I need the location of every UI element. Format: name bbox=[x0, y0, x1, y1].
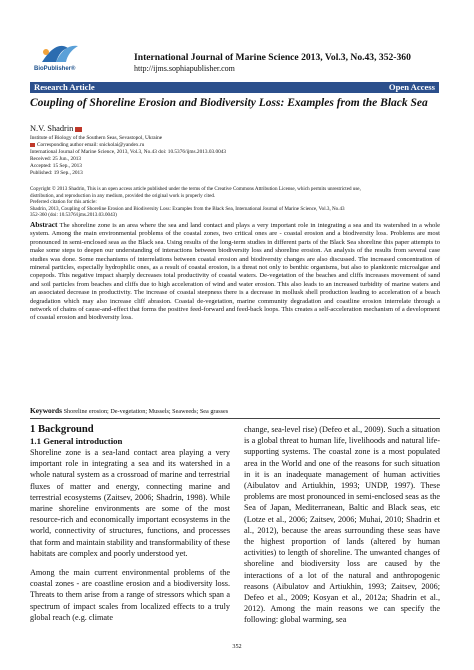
journal-url[interactable]: http://ijms.sophiapublisher.com bbox=[134, 64, 235, 73]
article-type-bar bbox=[30, 82, 439, 93]
copyright-line: distribution, and reproduction in any medium, provided the original work is properly cited. bbox=[30, 192, 216, 199]
affiliation: Institute of Biology of the Southern Seas, Sevastopol, Ukraine bbox=[30, 135, 163, 141]
accepted-date: Accepted: 15 Sep., 2013 bbox=[30, 163, 82, 169]
left-column bbox=[30, 424, 230, 623]
abstract bbox=[30, 221, 440, 323]
keywords bbox=[30, 406, 440, 415]
open-access-label: Open Access bbox=[388, 82, 435, 92]
paragraph: Among the main current environmental problems of the coastal zones - are coastline erosion and a biodiversity loss. Threats to them arise from a range of stressors which span a spectrum of impact scales from localized effects to a truly global reach (e.g. climate bbox=[30, 568, 230, 622]
article-title: Coupling of Shoreline Erosion and Biodiversity Loss: Examples from the Black Sea bbox=[30, 97, 428, 109]
email-icon bbox=[30, 143, 35, 147]
abstract-label: Abstract bbox=[30, 220, 58, 229]
preferred-citation: Shadrin, 2013, Coupling of Shoreline Erosion and Biodiversity Loss: Examples from the Black Sea, International Journal of Marine Science, Vol.3, No.43 bbox=[30, 205, 345, 212]
keywords-text: Shoreline erosion; De-vegetation; Mussels; Seaweeds; Sea grasses bbox=[63, 408, 229, 415]
publisher-name: BioPublisher® bbox=[34, 66, 76, 72]
author-name: N.V. Shadrin bbox=[30, 124, 74, 133]
email-icon[interactable] bbox=[75, 127, 82, 132]
copyright-block bbox=[30, 186, 440, 219]
citation-line: International Journal of Marine Science, 2013, Vol.3, No.43 doi: 10.5376/ijms.2013.03.0043 bbox=[30, 149, 227, 155]
keywords-label: Keywords bbox=[30, 406, 63, 415]
preferred-citation: 352-360 (doi: 10.5376/ijms.2013.03.0043) bbox=[30, 212, 117, 219]
published-date: Published: 19 Sep., 2013 bbox=[30, 170, 83, 176]
publisher-logo bbox=[34, 38, 90, 78]
section-heading: 1 Background bbox=[30, 424, 94, 435]
preferred-citation-label: Preferred citation for this article: bbox=[30, 199, 97, 206]
article-type-label: Research Article bbox=[34, 82, 95, 92]
journal-title: International Journal of Marine Science 2013, Vol.3, No.43, 352-360 bbox=[134, 52, 411, 63]
subsection-heading: 1.1 General introduction bbox=[30, 436, 123, 446]
copyright-line: Copyright © 2013 Shadrin, This is an open access article published under the terms of the Creative Commons Attribution License, which permits unrestricted use, bbox=[30, 186, 361, 192]
paragraph: change, sea-level rise) (Defeo et al., 2009). Such a situation is a global threat to human life, livelihoods and natural life-supporting systems. The coastal zone is a most populated area in the World and one of the reasons for such situation in it is an inadequate management of human activities (Aibulatov and Artiukhin, 1993; UNDP, 1997). These problems are most pronounced in semi-enclosed seas as the Sea of Japan, Mediterranean, Baltic and Black seas, etc (Lotze et al., 2006; Zaitsev, 2006; Muhai, 2010; Shadrin et al., 2012), because the areas surrounding these seas have the highest proportion of lands (altered by human activities) to length of shoreline. The unwanted changes of shoreline and biodiversity loss are caused by the interactions of a lot of the natural and anthropogenic reasons (Aibulatov and Artiukhin, 1993; Zaitsev, 2006; Defeo et al., 2009; Kosyan et al., 2012a; Shadrin et al., 2012). Among the main reasons we can specify the following: global warming, sea bbox=[244, 425, 440, 625]
paragraph: Shoreline zone is a sea-land contact area playing a very important role in integrating a sea and its watershed in a whole natural system as a crossroad of marine and terrestrial fluxes of matter and energy, connecting marine and terrestrial ecosystems (Zaitsev, 2006; Shadrin, 1998). While marine shoreline environments are some of the most resource-rich and economically important ecosystems in the world, connectivity of structures, functions, and processes that form and maintain stability and transformability of these habitats are complex and poorly understood yet. bbox=[30, 448, 230, 558]
page-number: 352 bbox=[232, 643, 242, 650]
divider bbox=[30, 418, 440, 419]
article-meta bbox=[30, 135, 440, 177]
received-date: Received: 25 Jun., 2013 bbox=[30, 156, 82, 162]
right-column bbox=[244, 424, 440, 626]
corresponding-author: Corresponding author email: snickolai@yandex.ru bbox=[30, 142, 440, 149]
abstract-text: The shoreline zone is an area where the sea and land contact and plays a very important role in integrating a sea and its watershed in a whole system. Among the main environmental problems of the coastal zones, two critical ones are - coastal erosion and a biodiversity loss. Problems are most pronounced in semi-enclosed seas as the Black sea. Using results of the long-term studies in different parts of the Black Sea shoreline this paper attempts to make some steps to deepen our understanding of interactions between biodiversity loss and shoreline erosion. An analysis of the results from several case studies was done. Some mechanisms of interrelations between coastal erosion and biodiversity changes are also discussed. The increased concentration of mineral particles, especially hydrophilic ones, as a result of coastal erosion, is a threat not only to benthic organisms, but also to planktonic microalgae and copepods. This negative impact sharply decreases total productivity of coastal waters. De-vegetation of the beaches and cliffs increases movement of sand and soil particles from beaches and cliffs due to high acceleration of wind and water erosion. This also leads to an increased turbidity of marine waters and an associated decrease in productivity. The increase of coastal steepness there is a decrease in mollusk shell production leading to acceleration of a beach degradation which may also increase cliff abrasion. Coastal de-vegetation, marine community degradation and coastline erosion interrelate through a network of chains of cause-and-effect that forms the positive feed-forward and feed-back loops. This creates a self-acceleration mechanism of a development of coastal erosion and biodiversity loss. bbox=[30, 222, 440, 322]
author bbox=[30, 124, 84, 133]
